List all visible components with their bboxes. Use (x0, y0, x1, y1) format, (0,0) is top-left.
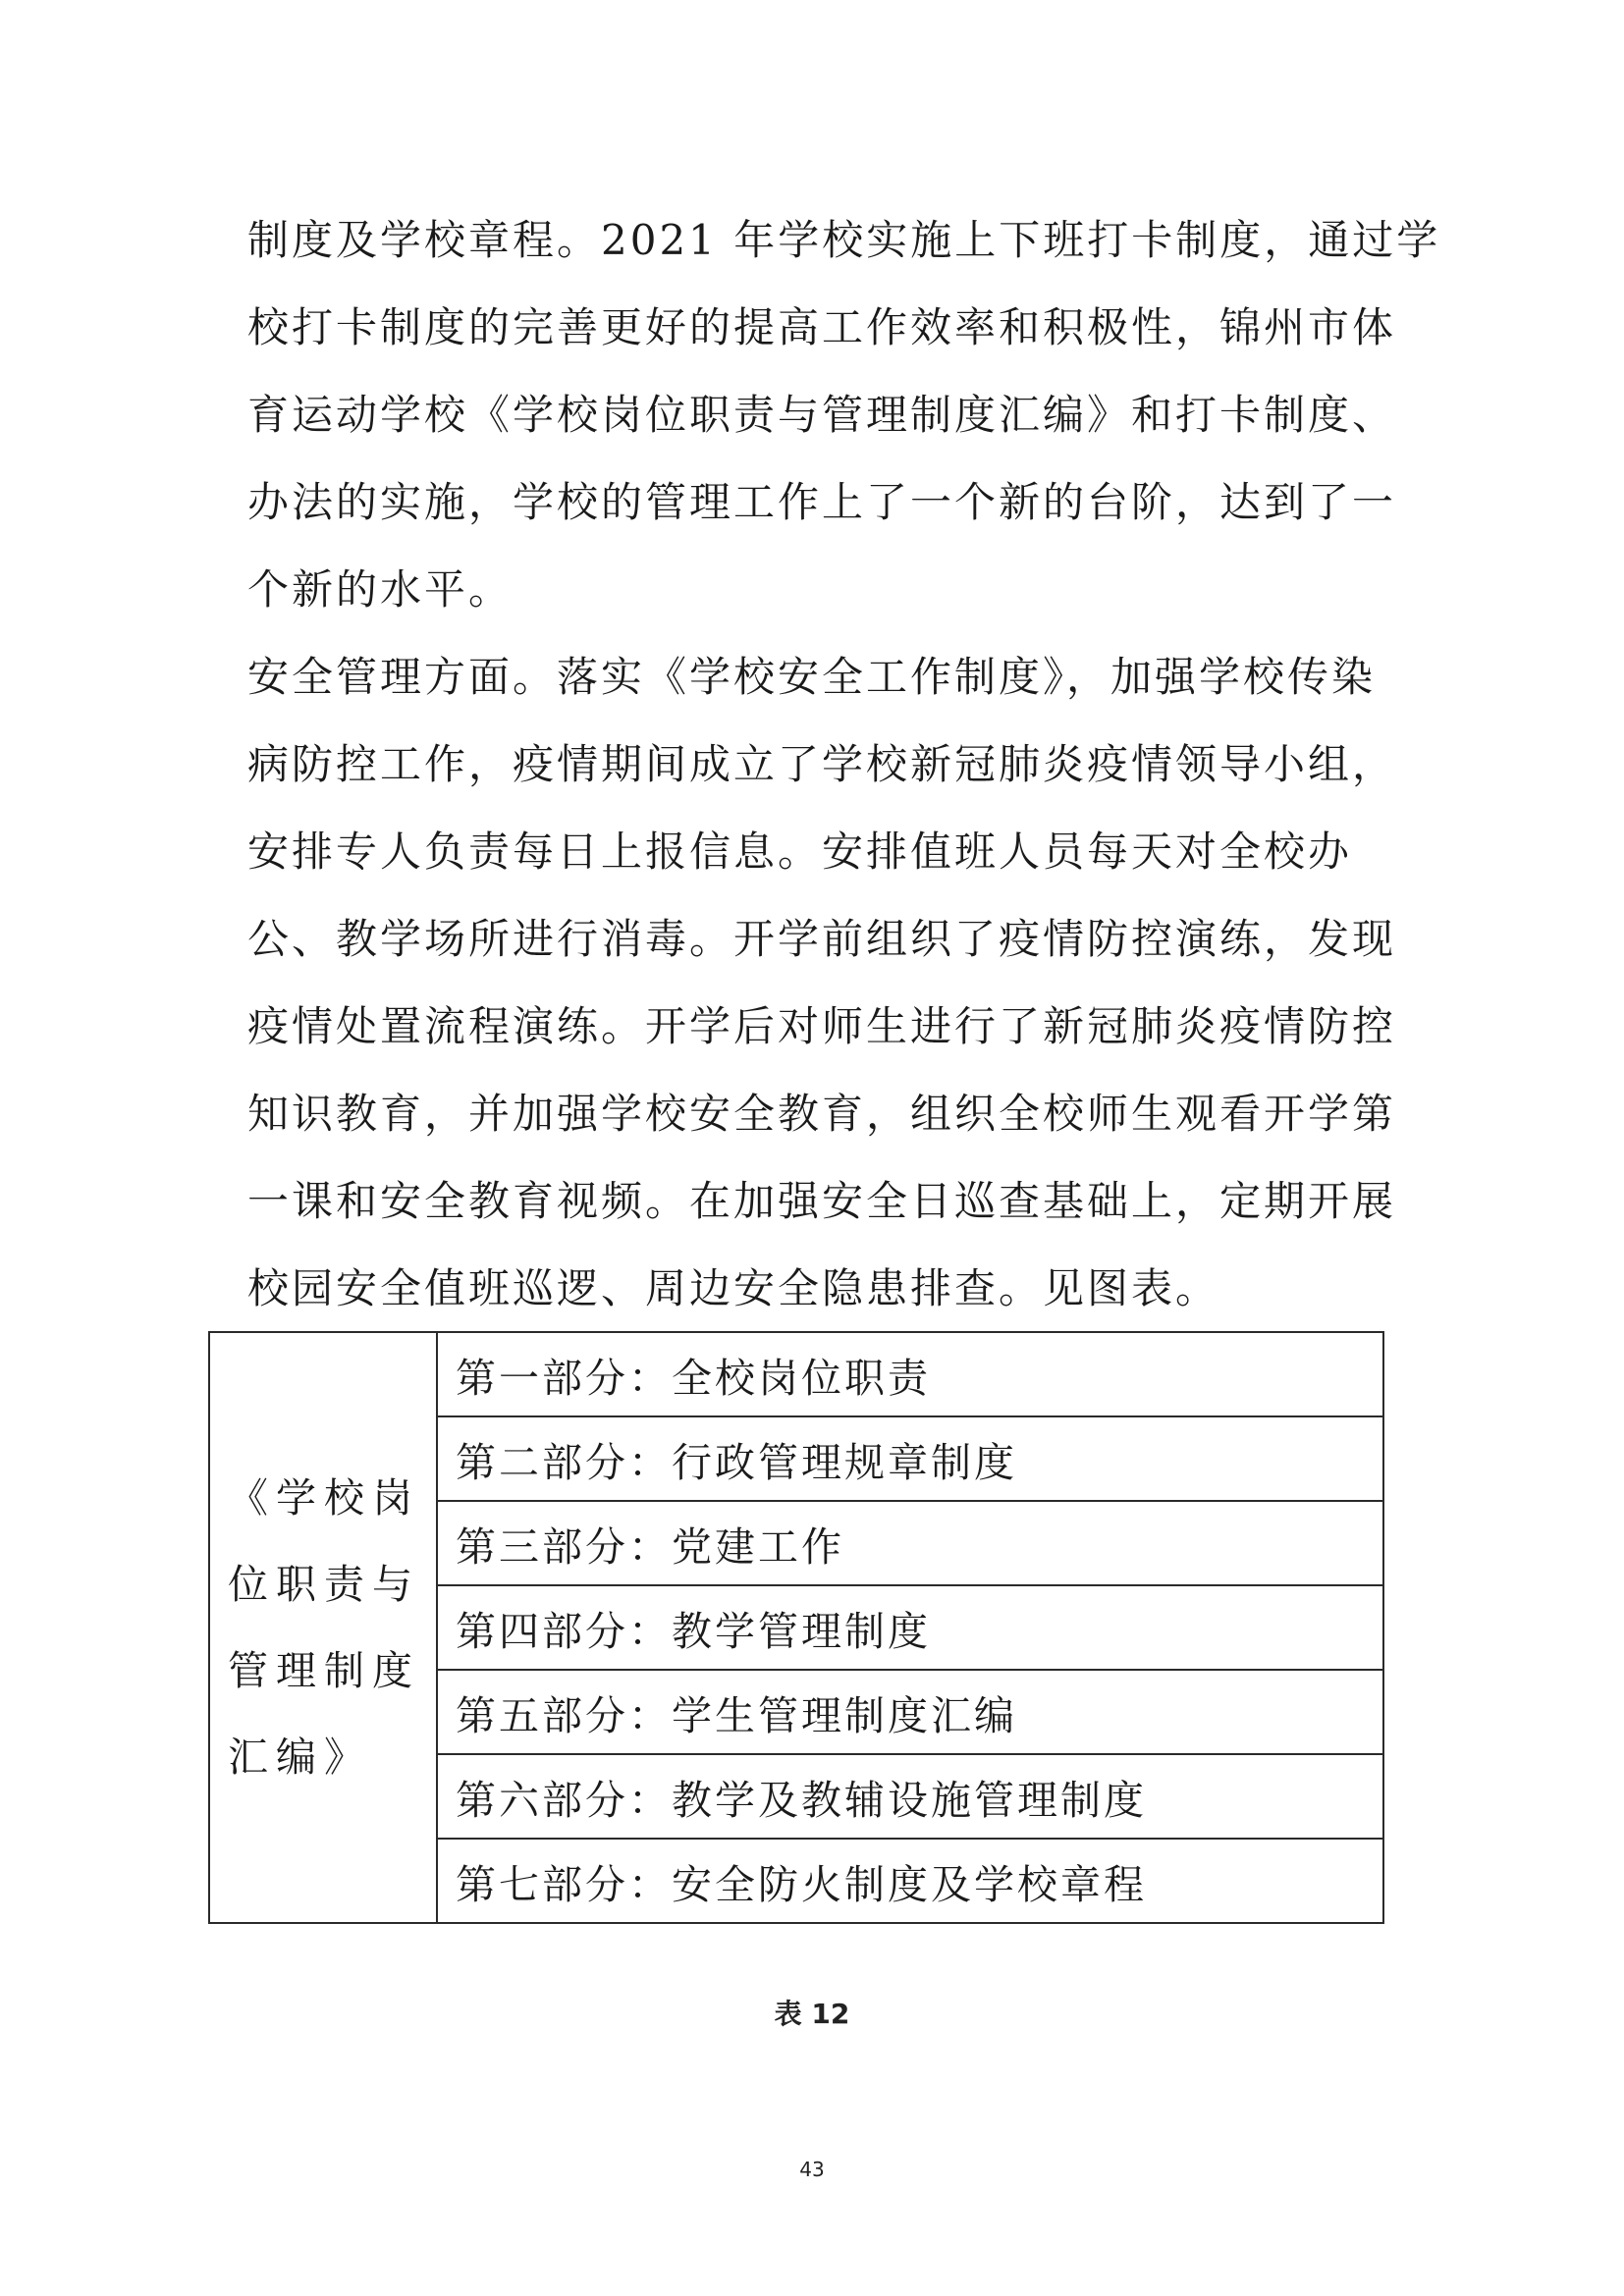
table-title-line: 位职责与 (228, 1561, 420, 1608)
table-title-line: 汇编》 (228, 1734, 372, 1781)
table-cell: 第一部分：全校岗位职责 (437, 1332, 1383, 1416)
table-cell: 第二部分：行政管理规章制度 (437, 1416, 1383, 1501)
paragraph-line: 个新的水平。 (247, 565, 514, 614)
table-row (209, 1332, 1383, 1416)
paragraph-line: 知识教育，并加强学校安全教育，组织全校师生观看开学第 (247, 1090, 1397, 1138)
paragraph-line: 校打卡制度的完善更好的提高工作效率和积极性，锦州市体 (247, 303, 1397, 351)
paragraph-line: 疫情处置流程演练。开学后对师生进行了新冠肺炎疫情防控 (247, 1002, 1397, 1050)
paragraph-line: 公、教学场所进行消毒。开学前组织了疫情防控演练，发现 (247, 915, 1397, 963)
table-cell: 第六部分：教学及教辅设施管理制度 (437, 1754, 1383, 1839)
paragraph-line: 安排专人负责每日上报信息。安排值班人员每天对全校办 (247, 828, 1353, 876)
table-cell: 第五部分：学生管理制度汇编 (437, 1670, 1383, 1754)
paragraph-line: 一课和安全教育视频。在加强安全日巡查基础上，定期开展 (247, 1177, 1397, 1225)
page-number: 43 (799, 2158, 825, 2181)
table-title-line: 管理制度 (228, 1647, 420, 1694)
table-caption: 表 12 (774, 1998, 850, 2030)
table-cell: 第七部分：安全防火制度及学校章程 (437, 1839, 1383, 1923)
table-title-line: 《学校岗 (228, 1474, 420, 1522)
paragraph-line: 制度及学校章程。2021 年学校实施上下班打卡制度，通过学 (247, 216, 1441, 264)
paragraph-line: 安全管理方面。落实《学校安全工作制度》，加强学校传染 (247, 653, 1377, 701)
table-title-cell (209, 1332, 437, 1923)
paragraph-line: 育运动学校《学校岗位职责与管理制度汇编》和打卡制度、 (247, 391, 1397, 439)
paragraph-line: 校园安全值班巡逻、周边安全隐患排查。见图表。 (247, 1264, 1220, 1312)
paragraph-line: 办法的实施，学校的管理工作上了一个新的台阶，达到了一 (247, 478, 1397, 526)
paragraph-line: 病防控工作，疫情期间成立了学校新冠肺炎疫情领导小组， (247, 740, 1397, 788)
table-cell: 第四部分：教学管理制度 (437, 1585, 1383, 1670)
table-cell: 第三部分：党建工作 (437, 1501, 1383, 1585)
body-paragraphs (247, 196, 1441, 1332)
regulations-table (208, 1331, 1384, 1924)
